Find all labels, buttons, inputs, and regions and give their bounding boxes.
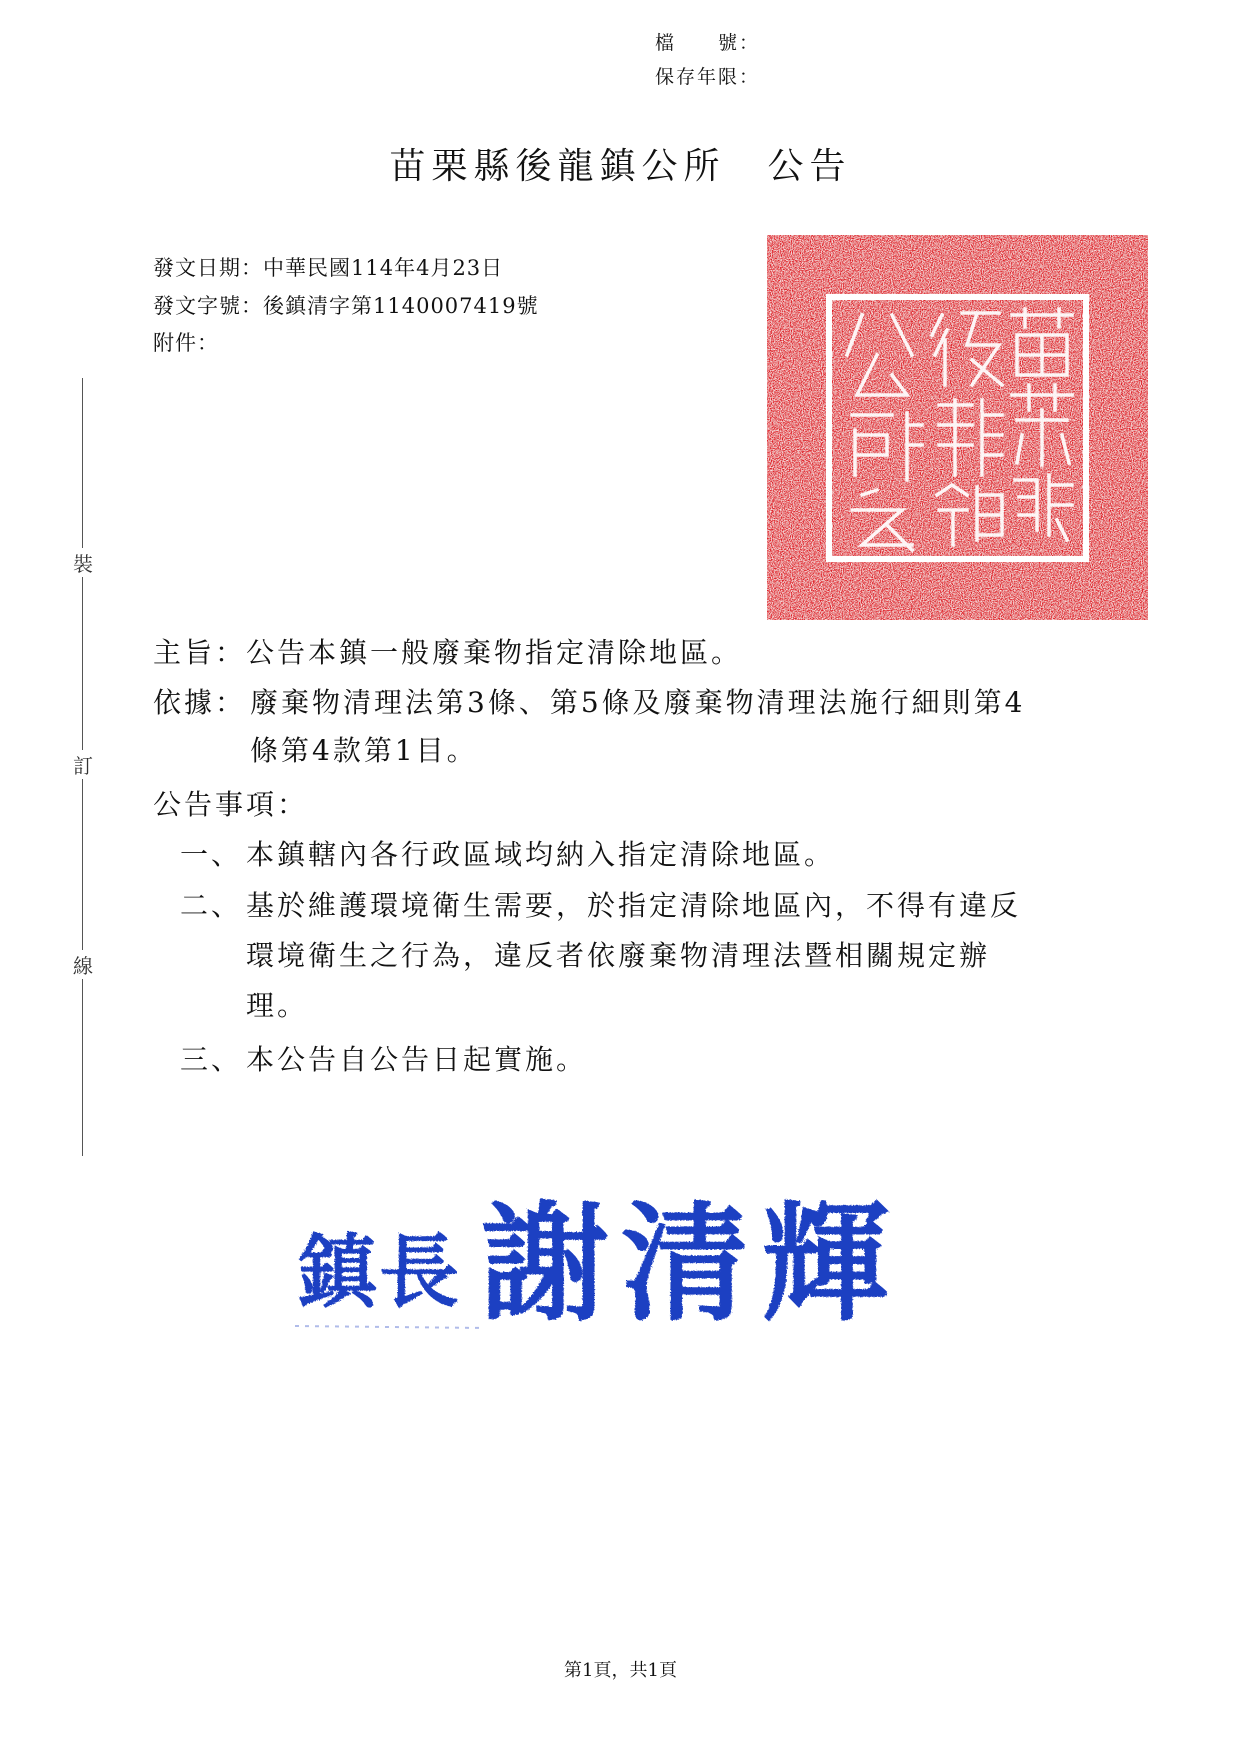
issue-date-value: 中華民國114年4月23日 xyxy=(263,256,504,280)
attachment-label: 附件： xyxy=(153,331,219,355)
basis-line-2: 條第4款第1目。 xyxy=(250,734,478,767)
title-doc-type: 公告 xyxy=(767,146,852,187)
page-title xyxy=(0,138,1241,189)
issue-date-label: 發文日期： xyxy=(153,256,263,280)
mayor-signature-stamp xyxy=(295,1168,915,1338)
subject xyxy=(153,630,742,676)
official-seal xyxy=(767,235,1148,620)
item-number: 二、 xyxy=(180,889,243,922)
signature-title: 鎮長 xyxy=(297,1225,461,1319)
reference-number-value: 後鎮清字第1140007419號 xyxy=(263,294,539,318)
subject-label: 主旨： xyxy=(153,636,247,669)
file-number-label: 檔 號： xyxy=(655,32,761,54)
item-line: 理。 xyxy=(246,989,309,1022)
subject-text: 公告本鎮一般廢棄物指定清除地區。 xyxy=(246,636,743,669)
binding-char-ding: 訂 xyxy=(70,750,96,779)
retention-period-label: 保存年限： xyxy=(655,66,761,88)
item-line: 本鎮轄內各行政區域均納入指定清除地區。 xyxy=(246,838,836,871)
reference-number xyxy=(153,290,539,320)
issue-date xyxy=(153,252,503,282)
item-line: 本公告自公告日起實施。 xyxy=(246,1043,588,1076)
basis-label: 依據： xyxy=(153,686,247,719)
item-line: 環境衛生之行為，違反者依廢棄物清理法暨相關規定辦 xyxy=(246,939,991,972)
item-line: 基於維護環境衛生需要，於指定清除地區內，不得有違反 xyxy=(246,889,1022,922)
items-label: 公告事項： xyxy=(153,788,309,821)
item-number: 一、 xyxy=(180,838,243,871)
item-number: 三、 xyxy=(180,1043,243,1076)
title-org: 苗栗縣後龍鎮公所 xyxy=(389,146,726,187)
page-number: 第1頁，共1頁 xyxy=(564,1660,677,1681)
binding-char-xian: 線 xyxy=(70,950,96,979)
binding-char-zhuang: 裝 xyxy=(70,548,96,577)
signature-name: 謝清輝 xyxy=(481,1189,902,1338)
basis-line-1: 廢棄物清理法第3條、第5條及廢棄物清理法施行細則第4 xyxy=(250,686,1026,719)
reference-number-label: 發文字號： xyxy=(153,294,263,318)
